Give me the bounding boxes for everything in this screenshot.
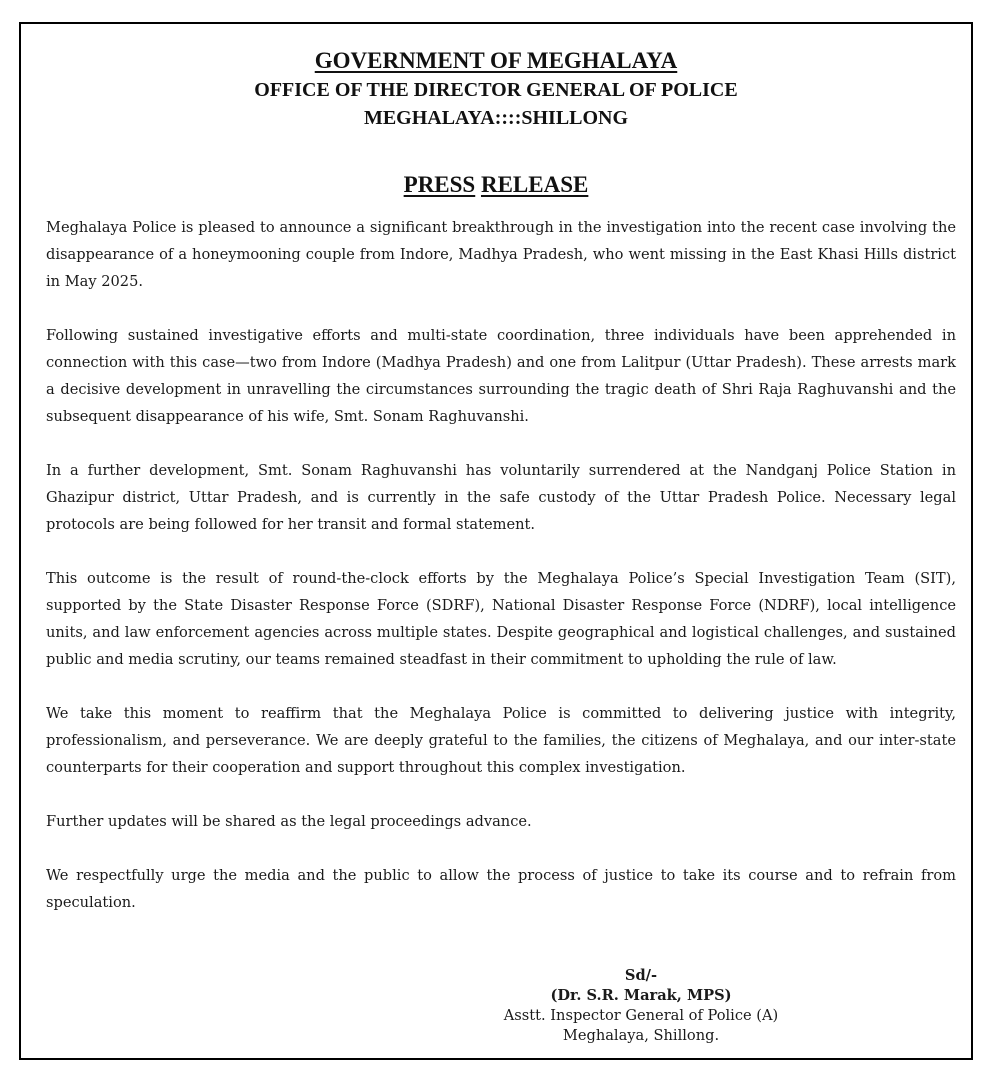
signatory-place: Meghalaya, Shillong. [562,1027,720,1044]
paragraph-breakthrough: Meghalaya Police is pleased to announce a significant breakthrough in the investigation into the recent case involving the disappearance of a honeymooning couple from Indore, Madhya Pradesh, who went missing in the East Khasi Hills district in May 2025. [46,219,956,290]
paragraph-updates: Further updates will be shared as the legal proceedings advance. [46,813,532,830]
signatory-designation: Asstt. Inspector General of Police (A) [503,1007,779,1024]
government-heading: GOVERNMENT OF MEGHALAYA [314,48,678,73]
signature-block [481,966,801,1046]
title-word-press: PRESS [403,172,476,197]
document-border [19,22,973,1060]
letterhead [21,46,971,132]
signatory-name: (Dr. S.R. Marak, MPS) [550,987,732,1004]
paragraph-appeal: We respectfully urge the media and the public to allow the process of justice to take its course and to refrain from speculation. [46,867,956,911]
office-heading: OFFICE OF THE DIRECTOR GENERAL OF POLICE [254,79,738,101]
signature-sd: Sd/- [624,967,658,984]
press-release-title [21,170,971,200]
press-release-body [46,214,956,943]
paragraph-surrender: In a further development, Smt. Sonam Raghuvanshi has voluntarily surrendered at the Nandganj Police Station in Ghazipur district, Uttar Pradesh, and is currently in the safe custody of the Uttar Pradesh Police. Necessary legal protocols are being followed for her transit and formal statement. [46,462,956,533]
location-heading: MEGHALAYA::::SHILLONG [363,107,629,129]
paragraph-efforts: This outcome is the result of round-the-clock efforts by the Meghalaya Police’s Special Investigation Team (SIT), supported by the State Disaster Response Force (SDRF), National Disaster Response Force (NDRF), local intelligence units, and law enforcement agencies across multiple states. Despite geographical and logistical challenges, and sustained public and media scrutiny, our teams remained steadfast in their commitment to upholding the rule of law. [46,570,956,668]
paragraph-reaffirm: We take this moment to reaffirm that the Meghalaya Police is committed to delivering justice with integrity, professionalism, and perseverance. We are deeply grateful to the families, the citizens of Meghalaya, and our inter-state counterparts for their cooperation and support throughout this complex investigation. [46,705,956,776]
title-word-release: RELEASE [480,172,589,197]
paragraph-arrests: Following sustained investigative efforts and multi-state coordination, three individuals have been apprehended in connection with this case—two from Indore (Madhya Pradesh) and one from Lalitpur (Uttar Pradesh). These arrests mark a decisive development in unravelling the circumstances surrounding the tragic death of Shri Raja Raghuvanshi and the subsequent disappearance of his wife, Smt. Sonam Raghuvanshi. [46,327,956,425]
